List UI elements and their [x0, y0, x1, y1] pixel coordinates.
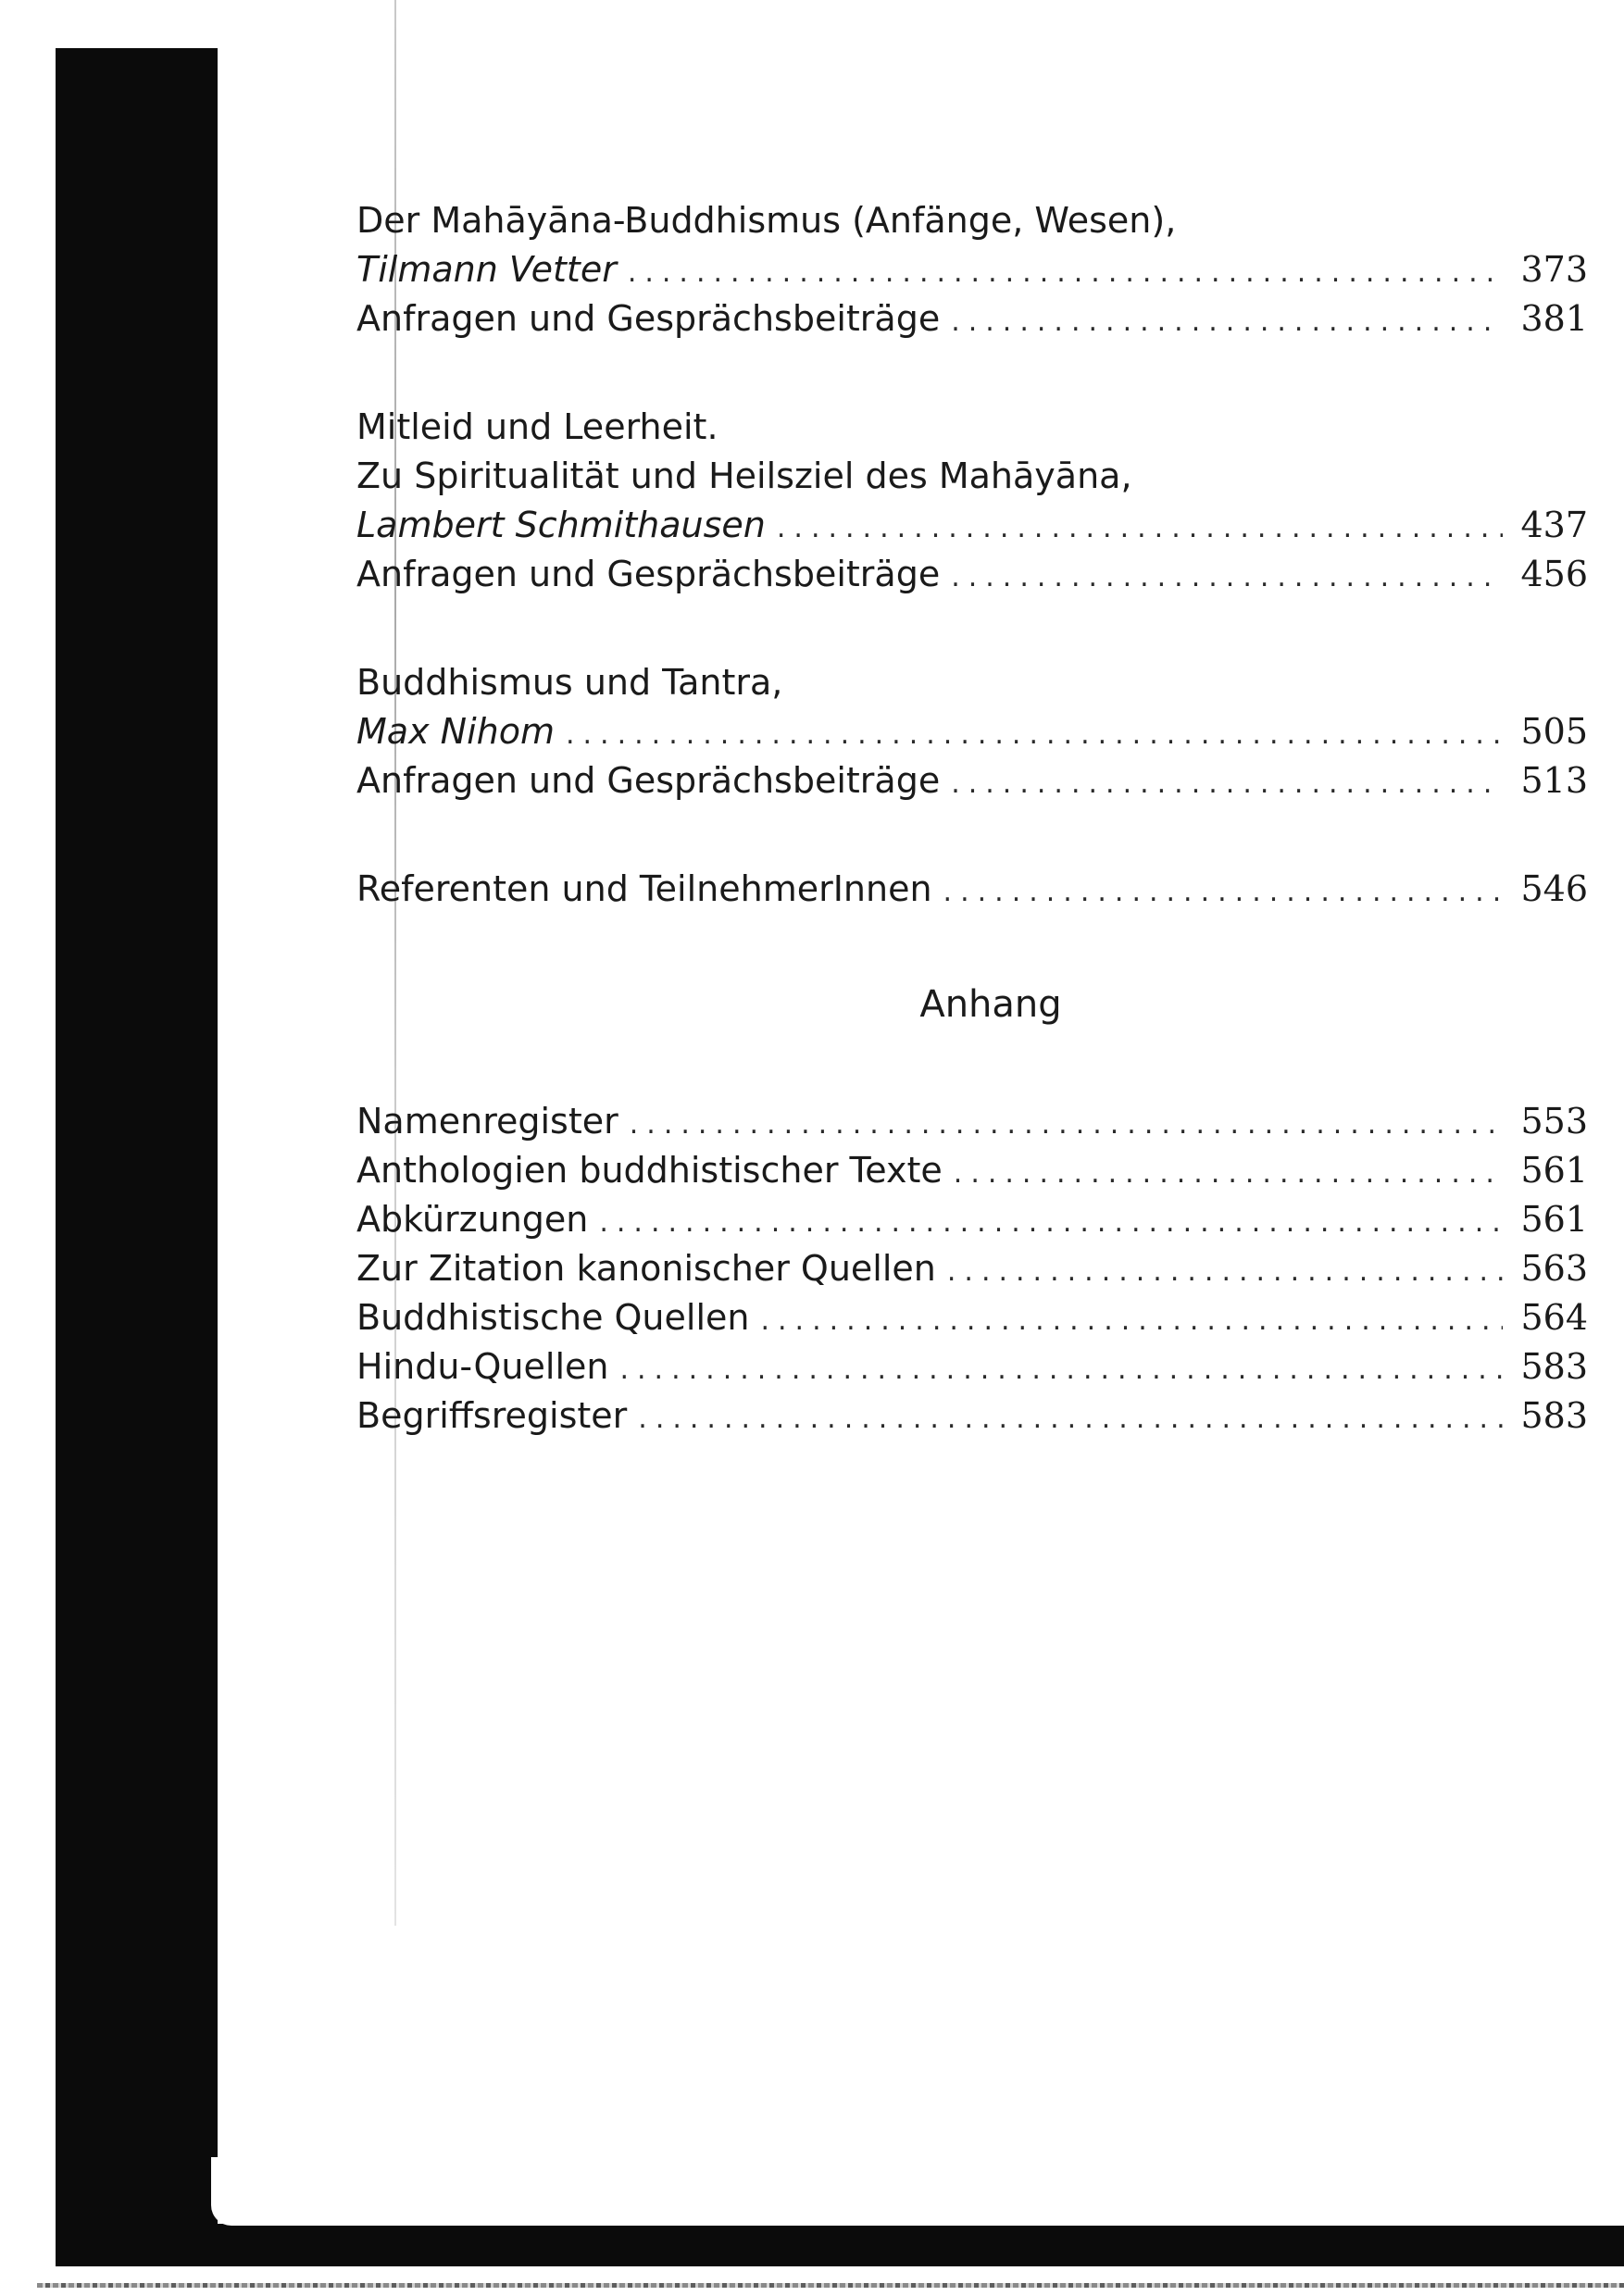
- toc-line[interactable]: [356, 1391, 1588, 1441]
- dot-leader: [619, 1345, 1503, 1394]
- dot-leader: [951, 759, 1503, 808]
- toc-line: [356, 658, 1588, 707]
- toc-title: Anfragen und Gesprächsbeiträge: [356, 298, 941, 339]
- toc-page-number: 437: [1520, 505, 1588, 545]
- scan-bottom-strip: [37, 2283, 1624, 2288]
- toc-line[interactable]: [356, 1146, 1588, 1195]
- toc-page-number: 583: [1520, 1395, 1588, 1436]
- dot-leader: [951, 297, 1503, 346]
- toc-page-number: 505: [1520, 711, 1588, 752]
- toc-line[interactable]: [356, 865, 1588, 914]
- toc-line[interactable]: [356, 707, 1588, 756]
- toc-page-number: 381: [1520, 298, 1588, 339]
- toc-page-number: 553: [1520, 1101, 1588, 1142]
- dot-leader: [638, 1394, 1503, 1443]
- toc-line[interactable]: [356, 1293, 1588, 1342]
- dot-leader: [599, 1198, 1503, 1247]
- table-of-contents: [356, 196, 1588, 1441]
- dot-leader: [760, 1296, 1503, 1345]
- toc-line[interactable]: [356, 501, 1588, 550]
- toc-line[interactable]: [356, 294, 1588, 343]
- toc-line[interactable]: [356, 1195, 1588, 1244]
- dot-leader: [566, 710, 1503, 759]
- dot-leader: [943, 867, 1503, 917]
- toc-title: Begriffsregister: [356, 1395, 628, 1436]
- toc-title: Referenten und TeilnehmerInnen: [356, 868, 932, 909]
- toc-title: Buddhistische Quellen: [356, 1297, 750, 1338]
- toc-title: Zur Zitation kanonischer Quellen: [356, 1248, 936, 1289]
- toc-page-number: 583: [1520, 1346, 1588, 1387]
- scan-dark-border-bottom: [56, 2224, 1624, 2266]
- scan-page-corner: [211, 2157, 1624, 2226]
- toc-line: [356, 196, 1588, 245]
- toc-title: Abkürzungen: [356, 1199, 589, 1240]
- toc-title: Anfragen und Gesprächsbeiträge: [356, 760, 941, 801]
- dot-leader: [628, 248, 1503, 297]
- dot-leader: [951, 553, 1503, 602]
- toc-author: Tilmann Vetter: [356, 249, 617, 290]
- toc-line[interactable]: [356, 1244, 1588, 1293]
- toc-line[interactable]: [356, 756, 1588, 805]
- toc-page-number: 564: [1520, 1297, 1588, 1338]
- toc-title: Der Mahāyāna-Buddhismus (Anfänge, Wesen),: [356, 200, 1177, 241]
- toc-page-number: 513: [1520, 760, 1588, 801]
- toc-page-number: 561: [1520, 1150, 1588, 1191]
- toc-author: Lambert Schmithausen: [356, 505, 766, 545]
- toc-page-number: 561: [1520, 1199, 1588, 1240]
- toc-title: Buddhismus und Tantra,: [356, 662, 783, 703]
- toc-line[interactable]: [356, 245, 1588, 294]
- toc-line: [356, 452, 1588, 501]
- toc-author: Max Nihom: [356, 711, 555, 752]
- toc-line[interactable]: [356, 1342, 1588, 1391]
- toc-entry-buddhismus-und-tantra: [356, 658, 1588, 805]
- toc-line[interactable]: [356, 1097, 1588, 1146]
- toc-title: Mitleid und Leerheit.: [356, 406, 718, 447]
- toc-entry-referenten: [356, 865, 1588, 914]
- toc-entry-mitleid-und-leerheit: [356, 403, 1588, 599]
- toc-title: Hindu-Quellen: [356, 1346, 609, 1387]
- toc-subtitle: Zu Spiritualität und Heilsziel des Mahāyāna,: [356, 455, 1132, 496]
- toc-page-number: 373: [1520, 249, 1588, 290]
- appendix-list: [356, 1097, 1588, 1441]
- toc-title: Anthologien buddhistischer Texte: [356, 1150, 943, 1191]
- toc-entry-mahayana-buddhismus: [356, 196, 1588, 343]
- dot-leader: [947, 1247, 1503, 1296]
- toc-page-number: 456: [1520, 554, 1588, 594]
- toc-title: Namenregister: [356, 1101, 618, 1142]
- toc-title: Anfragen und Gesprächsbeiträge: [356, 554, 941, 594]
- dot-leader: [630, 1100, 1503, 1149]
- appendix-heading: Anhang: [919, 983, 1062, 1026]
- toc-page-number: 563: [1520, 1248, 1588, 1289]
- toc-line[interactable]: [356, 550, 1588, 599]
- dot-leader: [954, 1149, 1503, 1198]
- toc-line: [356, 403, 1588, 452]
- scan-dark-border-left: [56, 48, 218, 2252]
- toc-page-number: 546: [1520, 868, 1588, 909]
- dot-leader: [777, 504, 1503, 553]
